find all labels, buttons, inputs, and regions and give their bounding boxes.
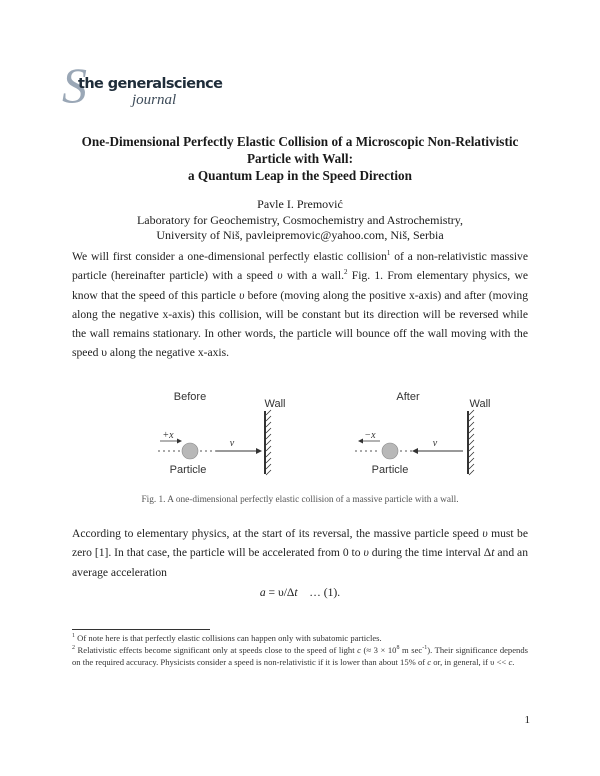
author-name: Pavle I. Premović [257,197,343,211]
author-block [60,197,540,244]
plus-x-label: +x [162,430,174,441]
title-line-1: One-Dimensional Perfectly Elastic Collision of a Microscopic Non-Relativistic [81,134,519,149]
figure-1 [120,385,525,485]
footnotes [72,633,528,669]
wall-hatch-before [266,410,271,475]
particle-after [382,443,398,459]
wall-before [264,411,266,474]
logo-title: the generalscience [78,76,223,92]
paper-title [60,133,540,184]
particle-label-after: Particle [371,464,409,476]
logo-subtitle: journal [132,92,177,108]
after-label: After [396,391,420,403]
velocity-arrowhead-before [256,448,262,454]
particle-before [182,443,198,459]
equation-1: a = υ/Δt … (1). [259,586,341,599]
footnote-divider [72,629,210,630]
footnote-2: $^2$ Relativistic effects become significant only at speeds close to the speed of light c (≈ $3 \times 10^8$ m $\sec^{-1}$). Their significance depends on the required accuracy. Physicists consider a speed is non-relativistic if it is lower than about 15% of c or, in general, if υ << c. [72,645,528,667]
velocity-label-before: v [229,438,235,449]
wall-hatch-after [469,410,474,475]
logo-swirl-icon: S [62,57,87,113]
footnote-ref-2[interactable]: 2 [343,268,348,277]
title-line-2: Particle with Wall: [247,151,353,166]
journal-logo [62,57,232,116]
wall-label-after: Wall [469,398,491,410]
page-number: 1 [524,714,530,726]
particle-label-before: Particle [169,464,207,476]
before-label: Before [173,391,207,403]
velocity-arrowhead-after [412,448,418,454]
plus-x-arrowhead [177,439,182,444]
minus-x-arrowhead [358,439,363,444]
wall-label-before: Wall [264,398,286,410]
velocity-label-after: v [432,438,438,449]
footnote-ref-1[interactable]: 1 [386,249,391,258]
footnote-1: $^1$ Of note here is that perfectly elastic collisions can happen only with subatomic particles. [72,633,382,643]
figure-caption: Fig. 1. A one-dimensional perfectly elastic collision of a massive particle with a wall. [141,495,459,505]
title-line-3: a Quantum Leap in the Speed Direction [188,168,412,183]
author-affiliation: Laboratory for Geochemistry, Cosmochemistry and Astrochemistry, [136,212,464,227]
wall-after [467,411,469,474]
body-paragraph-2: According to elementary physics, at the start of its reversal, the massive particle speed υ must be zero [1]. In that case, the particle will be accelerated from 0 to υ during the time interval Δt and an average acceleration [72,527,529,579]
intro-paragraph: We will first consider a one-dimensional perfectly elastic collision$^1$ of a non-relativistic massive particle (hereinafter particle) with a speed υ with a wall.$^2$ Fig. 1. From elementary physics, we know that the speed of this particle υ before (moving along the positive x-axis) and after (moving along the negative x-axis) this collision, will be constant but its direction will be reversed while the wall remains stationary. In other words, the particle will bounce off the wall moving with the speed υ along the negative x-axis. [72,249,528,360]
minus-x-label: −x [364,430,376,441]
author-address: University of Niš, pavleipremovic@yahoo.com, Niš, Serbia [156,228,444,242]
